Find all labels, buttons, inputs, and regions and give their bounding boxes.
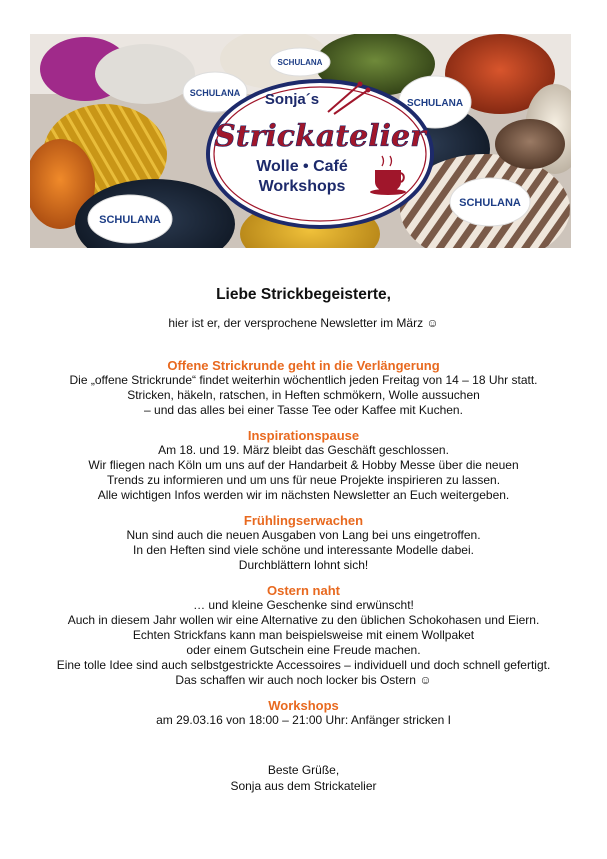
svg-text:SCHULANA: SCHULANA: [99, 214, 161, 226]
svg-text:Workshops: Workshops: [258, 178, 346, 195]
section-title: Ostern naht: [267, 583, 340, 598]
closing-sender: Sonja aus dem Strickatelier: [230, 779, 377, 793]
section-line: Eine tolle Idee sind auch selbstgestrickte Accessoires – individuell und doch schnell gefertigt.: [56, 658, 551, 672]
yarn-label-1: [88, 195, 172, 243]
section-line: oder einem Gutschein eine Freude machen.: [186, 643, 421, 657]
section-line: Auch in diesem Jahr wollen wir eine Alternative zu den üblichen Schokohasen und Eiern.: [67, 613, 540, 627]
section-title: Offene Strickrunde geht in die Verlängerung: [167, 358, 440, 373]
section-line: … und kleine Geschenke sind erwünscht!: [193, 598, 414, 612]
section-inspirationspause: [0, 428, 607, 503]
section-line: Echten Strickfans kann man beispielsweise mit einem Wollpaket: [132, 628, 475, 642]
section-title: Workshops: [268, 698, 339, 713]
section-title: Inspirationspause: [247, 428, 360, 443]
section-line: Stricken, häkeln, ratschen, in Heften schmökern, Wolle aussuchen: [127, 388, 480, 402]
closing-signature: [0, 762, 607, 794]
yarn-label-5: [450, 178, 530, 226]
section-strickrunde: [0, 358, 607, 418]
header-banner-image: [30, 34, 571, 248]
section-title: Frühlingserwachen: [243, 513, 364, 528]
closing-greeting: Beste Grüße,: [267, 763, 340, 777]
section-line: Alle wichtigen Infos werden wir im nächsten Newsletter an Euch weitergeben.: [97, 488, 510, 502]
section-line: Die „offene Strickrunde“ findet weiterhin wöchentlich jeden Freitag von 14 – 18 Uhr statt.: [69, 373, 538, 387]
section-workshops: [0, 698, 607, 728]
section-ostern: [0, 583, 607, 688]
section-fruehlingserwachen: [0, 513, 607, 573]
section-line: – und das alles bei einer Tasse Tee oder Kaffee mit Kuchen.: [144, 403, 463, 417]
intro-text: hier ist er, der versprochene Newsletter im März ☺: [168, 316, 439, 330]
section-line: am 29.03.16 von 18:00 – 21:00 Uhr: Anfänger stricken I: [156, 713, 451, 727]
svg-text:SCHULANA: SCHULANA: [406, 98, 464, 109]
svg-text:Strickatelier: Strickatelier: [214, 119, 426, 154]
section-line: Das schaffen wir auch noch locker bis Ostern ☺: [175, 673, 432, 687]
section-line: Am 18. und 19. März bleibt das Geschäft geschlossen.: [158, 443, 449, 457]
section-line: Trends zu informieren und um uns für neue Projekte inspirieren zu lassen.: [106, 473, 501, 487]
svg-text:Wolle • Café: Wolle • Café: [256, 158, 348, 175]
svg-text:SCHULANA: SCHULANA: [189, 88, 241, 98]
newsletter-body: [0, 286, 607, 794]
section-line: Nun sind auch die neuen Ausgaben von Lang bei uns eingetroffen.: [126, 528, 481, 542]
section-line: In den Heften sind viele schöne und interessante Modelle dabei.: [133, 543, 474, 557]
svg-text:Sonja´s: Sonja´s: [264, 91, 320, 108]
section-line: Wir fliegen nach Köln um uns auf der Handarbeit & Hobby Messe über die neuen: [88, 458, 519, 472]
svg-text:SCHULANA: SCHULANA: [277, 58, 323, 67]
svg-text:SCHULANA: SCHULANA: [459, 197, 521, 209]
strickatelier-logo: [208, 81, 432, 227]
section-line: Durchblättern lohnt sich!: [238, 558, 369, 572]
yarn-label-3: [270, 48, 330, 76]
yarn-photo: [30, 34, 571, 248]
greeting-heading: Liebe Strickbegeisterte,: [216, 286, 391, 303]
